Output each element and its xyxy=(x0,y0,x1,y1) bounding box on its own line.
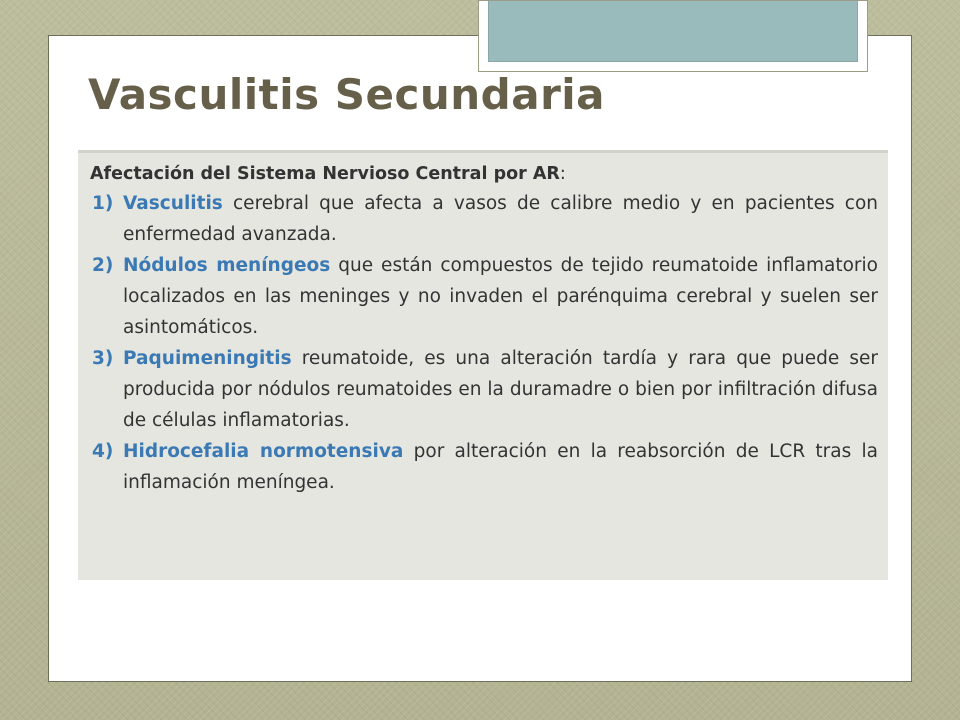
list-item-4 xyxy=(90,436,878,498)
list-item-text: por alteración en la reabsorción de LCR tras la inflamación meníngea. xyxy=(123,441,878,493)
decorative-accent-fill xyxy=(488,1,858,62)
slide-title: Vasculitis Secundaria xyxy=(88,70,606,119)
content-box xyxy=(78,150,888,580)
list-item-text: cerebral que afecta a vasos de calibre medio y en pacientes con enfermedad avanzada. xyxy=(123,193,878,245)
list-item-keyword: Vasculitis xyxy=(123,193,223,214)
content-heading xyxy=(90,160,878,188)
list-item-text: que están compuestos de tejido reumatoide inflamatorio localizados en las meninges y no invaden el parénquima cerebral y suelen ser asintomáticos. xyxy=(123,255,878,338)
decorative-accent-frame xyxy=(478,0,868,72)
list-item-keyword: Hidrocefalia normotensiva xyxy=(123,441,404,462)
content-heading-colon: : xyxy=(559,164,566,184)
list-item-3 xyxy=(90,343,878,436)
item-list xyxy=(90,188,878,498)
list-item-number: 4) xyxy=(92,441,114,462)
list-item-keyword: Paquimeningitis xyxy=(123,348,292,369)
list-item-number: 2) xyxy=(92,255,114,276)
list-item-1 xyxy=(90,188,878,250)
list-item-number: 3) xyxy=(92,348,114,369)
list-item-number: 1) xyxy=(92,193,114,214)
list-item-text: reumatoide, es una alteración tardía y rara que puede ser producida por nódulos reumatoides en la duramadre o bien por infiltración difusa de células inflamatorias. xyxy=(123,348,878,431)
list-item-2 xyxy=(90,250,878,343)
content-heading-text: Afectación del Sistema Nervioso Central por AR xyxy=(90,164,560,184)
list-item-keyword: Nódulos meníngeos xyxy=(123,255,331,276)
